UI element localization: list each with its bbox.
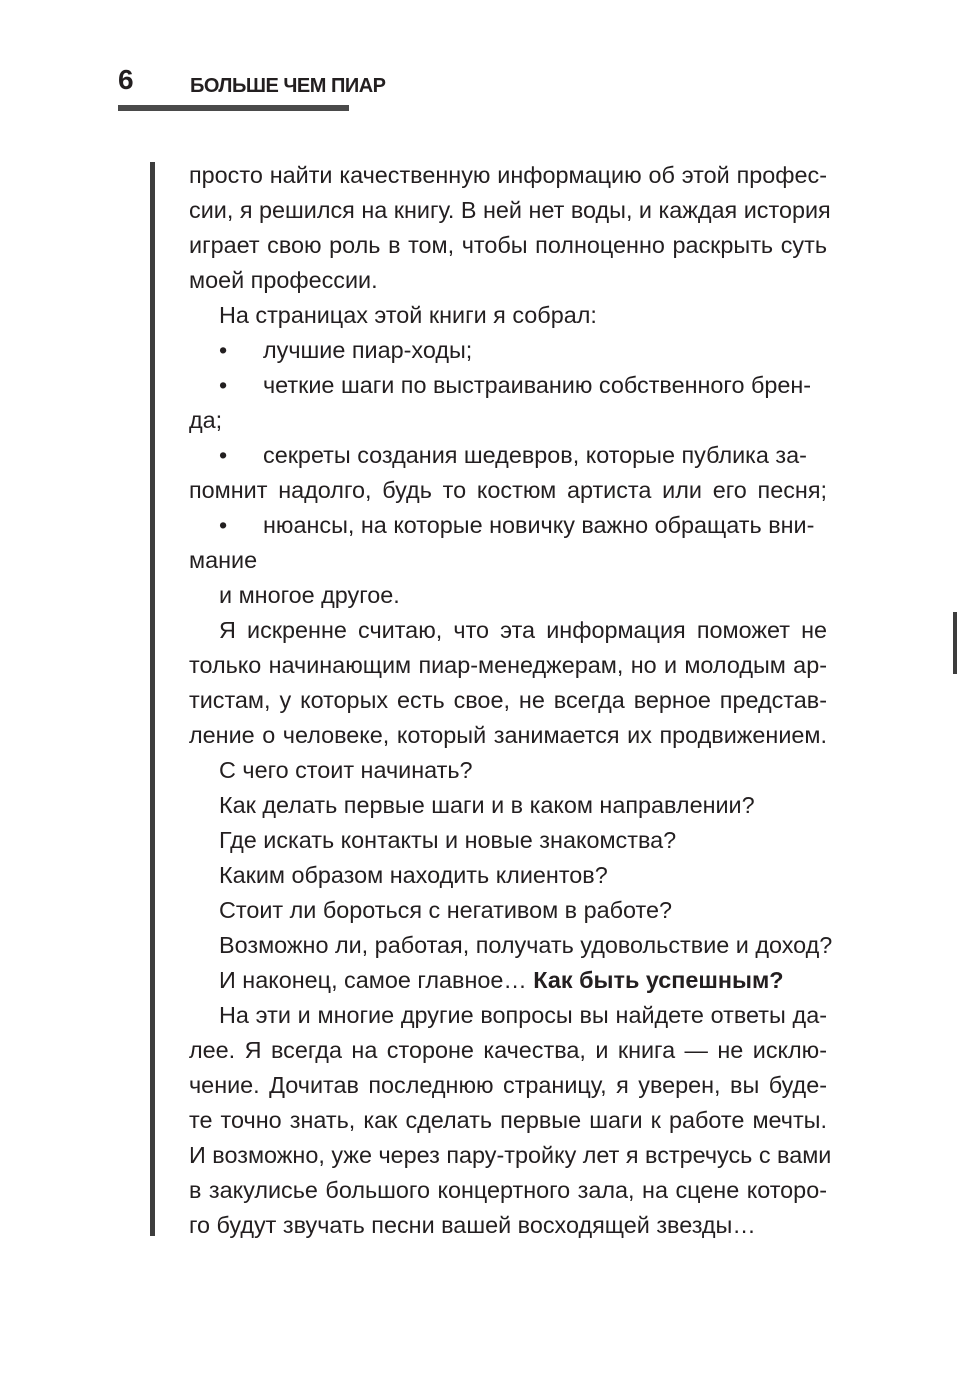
text-line: только начинающим пиар-менеджерам, но и молодым ар- [189,652,827,678]
question-line: С чего стоит начинать? [219,757,473,783]
list-item-continuation: мание [189,547,258,573]
list-item-text: нюансы, на которые новичку важно обращать вни- [263,512,815,538]
list-item [189,438,827,473]
page-number: 6 [118,64,134,95]
text-line: На эти и многие другие вопросы вы найдете ответы да- [219,1002,827,1028]
question-line: Как делать первые шаги и в каком направлении? [219,792,755,818]
text-line: те точно знать, как сделать первые шаги к работе мечты. [189,1107,827,1133]
text-line: чение. Дочитав последнюю страницу, я уверен, вы буде- [189,1072,827,1098]
bullet-icon: • [219,337,228,363]
page-edge-mark [953,612,957,674]
text-line: играет свою роль в том, чтобы полноценно раскрыть суть [189,232,827,258]
text-line: лее. Я всегда на стороне качества, и книга — не исклю- [189,1037,827,1063]
list-intro: На страницах этой книги я собрал: [219,302,597,328]
text-line: просто найти качественную информацию об этой профес- [189,162,827,188]
text-line: ление о человеке, который занимается их продвижением. [189,722,827,748]
list-item [189,333,827,368]
list-item-text: секреты создания шедевров, которые публика за- [263,442,807,468]
text-line: го будут звучать песни вашей восходящей звезды… [189,1212,756,1238]
question-line: Каким образом находить клиентов? [219,862,608,888]
list-item [189,508,827,543]
question-line: Где искать контакты и новые знакомства? [219,827,677,853]
bullet-icon: • [219,372,228,398]
final-question-prefix: И наконец, самое главное… [219,967,534,993]
text-line: Я искренне считаю, что эта информация поможет не [219,617,827,643]
list-item [189,368,827,403]
text-line: сии, я решился на книгу. В ней нет воды, и каждая история [189,197,831,223]
margin-bar [150,162,155,1236]
body-text [189,158,833,1243]
list-item-continuation: да; [189,407,223,433]
text-line: И возможно, уже через пару-тройку лет я встречусь с вами [189,1142,832,1168]
question-line: Возможно ли, работая, получать удовольствие и доход? [219,932,833,958]
text-line: в закулисье большого концертного зала, на сцене которо- [189,1177,827,1203]
list-item-continuation: помнит надолго, будь то костюм артиста или его песня; [189,477,827,503]
running-head-title: БОЛЬШЕ ЧЕМ ПИАР [190,75,386,97]
question-line: Стоит ли бороться с негативом в работе? [219,897,672,923]
final-question-emphasis: Как быть успешным? [533,967,784,993]
header-rule [118,105,349,111]
bullet-icon: • [219,442,228,468]
text-line: тистам, у которых есть свое, не всегда верное представ- [189,687,827,713]
bullet-icon: • [219,512,228,538]
list-outro: и многое другое. [219,582,400,608]
text-line: моей профессии. [189,267,378,293]
final-question [189,963,827,998]
list-item-text: лучшие пиар-ходы; [263,337,473,363]
list-item-text: четкие шаги по выстраиванию собственного брен- [263,372,812,398]
